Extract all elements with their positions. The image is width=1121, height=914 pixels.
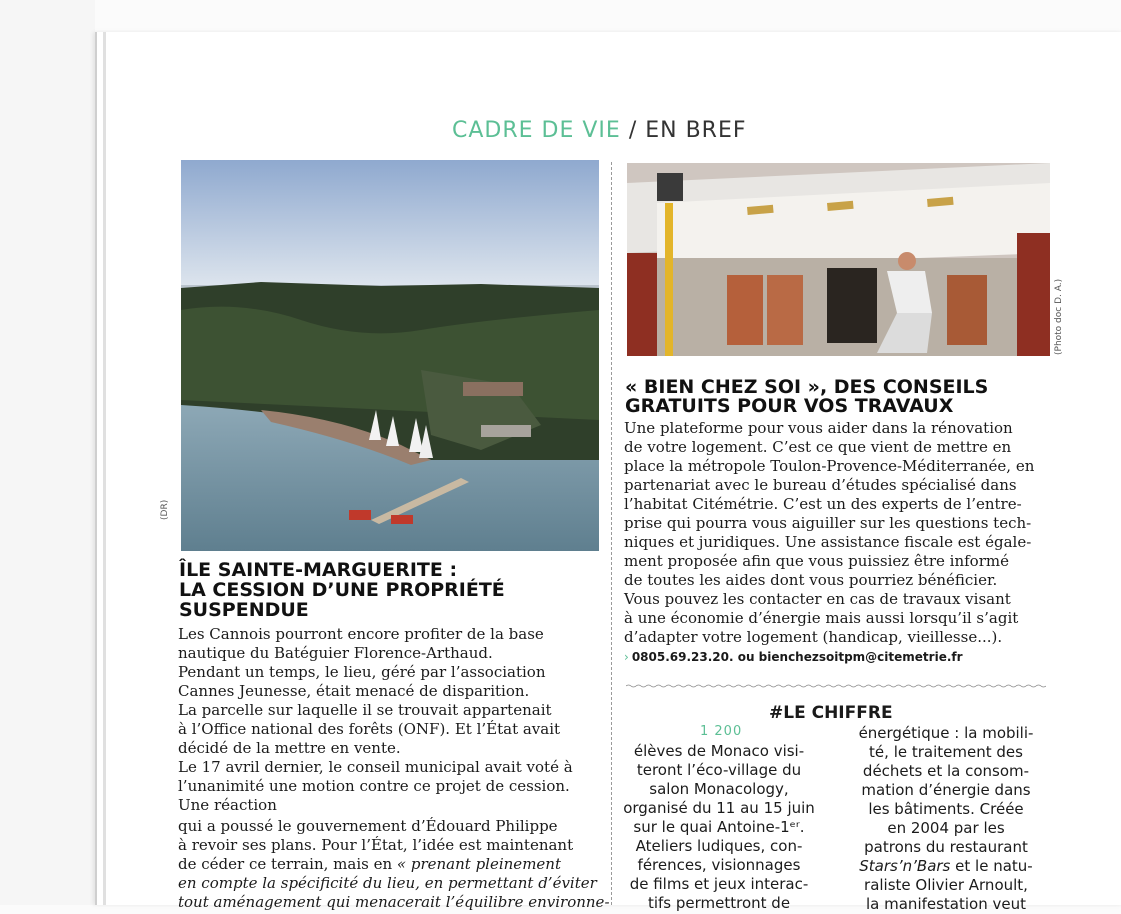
- right-body-line: de votre logement. C’est ce que vient de mettre en: [624, 438, 1012, 456]
- right-body-line: l’habitat Citémétrie. C’est un des experts de l’entre-: [624, 495, 1022, 513]
- arrow-icon: ›: [624, 650, 629, 664]
- right-body-line: niques et juridiques. Une assistance fiscale est égale-: [624, 533, 1032, 551]
- left-body-line: à revoir ses plans. Pour l’État, l’idée est maintenant: [178, 836, 574, 854]
- chiffre-number: 1 200: [700, 724, 743, 739]
- right-body-line: Une plateforme pour vous aider dans la rénovation: [624, 419, 1013, 437]
- section-separator: /: [628, 118, 638, 143]
- chiffre-col1-line: tifs permettront de: [647, 894, 791, 912]
- left-body-line: Le 17 avril dernier, le conseil municipal avait voté à: [178, 758, 573, 776]
- left-body-text: de céder ce terrain, mais en: [178, 855, 393, 873]
- chiffre-col2-line: les bâtiments. Créée: [868, 800, 1024, 818]
- chiffre-col1-line: sur le quai Antoine-1ᵉʳ.: [633, 818, 805, 836]
- chiffre-col1-line: de films et jeux interac-: [629, 875, 809, 893]
- right-body-line: partenariat avec le bureau d’études spécialisé dans: [624, 476, 1017, 494]
- right-body-line: prise qui pourra vous aiguiller sur les questions tech-: [624, 514, 1032, 532]
- chiffre-col2-line: té, le traitement des: [869, 743, 1023, 761]
- chiffre-col1-line: férences, visionnages: [637, 856, 801, 874]
- italic-text: tout aménagement qui menacerait l’équilibre environne-: [178, 893, 610, 911]
- left-body-line: décidé de la mettre en vente.: [178, 739, 401, 757]
- chiffre-col2-line: énergétique : la mobili-: [858, 724, 1034, 742]
- chiffre-text: et le natu-: [955, 857, 1033, 875]
- left-body-line-quote-start: [178, 855, 561, 874]
- left-headline-line-1: ÎLE SAINTE-MARGUERITE :: [179, 559, 458, 581]
- right-body-line: de toutes les aides dont vous pourriez bénéficier.: [624, 571, 998, 589]
- chiffre-title: #LE CHIFFRE: [769, 703, 893, 723]
- contact-info: [624, 650, 963, 664]
- chiffre-col2-line: patrons du restaurant: [864, 838, 1028, 856]
- chiffre-col1-line: salon Monacology,: [649, 780, 789, 798]
- restaurant-name: Stars’n’Bars: [859, 857, 951, 875]
- chiffre-col2-line: la manifestation veut: [866, 895, 1026, 913]
- chiffre-col2-line: raliste Olivier Arnoult,: [864, 876, 1028, 894]
- right-headline-line-2: GRATUITS POUR VOS TRAVAUX: [625, 395, 954, 417]
- italic-text: en compte la spécificité du lieu, en permettant d’éviter: [178, 874, 597, 892]
- chiffre-col1-line: teront l’éco-village du: [636, 761, 802, 779]
- right-body-line: ment proposée afin que vous puissiez être informé: [624, 552, 1009, 570]
- insulation-work-photo: [627, 163, 1050, 356]
- left-body-line: qui a poussé le gouvernement d’Édouard Philippe: [178, 817, 558, 835]
- photo-credit-right: (Photo doc D. A.): [1054, 278, 1064, 355]
- chiffre-col2-line: en 2004 par les: [887, 819, 1005, 837]
- section-name: CADRE DE VIE: [452, 118, 621, 143]
- chiffre-col2-line: mation d’énergie dans: [861, 781, 1031, 799]
- section-header: [452, 118, 747, 143]
- left-body-line: nautique du Batéguier Florence-Arthaud.: [178, 644, 493, 662]
- island-aerial-photo: [181, 160, 599, 551]
- wavy-divider: [626, 684, 1046, 688]
- left-body-line: Une réaction: [178, 796, 277, 814]
- right-headline-line-1: « BIEN CHEZ SOI », DES CONSEILS: [625, 376, 989, 398]
- right-body-line: Vous pouvez les contacter en cas de travaux visant: [624, 590, 1011, 608]
- chiffre-col2-line: déchets et la consom-: [862, 762, 1030, 780]
- right-body-line: place la métropole Toulon-Provence-Méditerranée, en: [624, 457, 1035, 475]
- right-body-line: à une économie d’énergie mais aussi lorsqu’il s’agit: [624, 609, 1019, 627]
- left-body-line: Cannes Jeunesse, était menacé de disparition.: [178, 682, 530, 700]
- left-body-line: l’unanimité une motion contre ce projet de cession.: [178, 777, 570, 795]
- chiffre-col1-line: élèves de Monaco visi-: [633, 742, 805, 760]
- left-body-line-italic: [178, 874, 597, 893]
- chiffre-col1-line: organisé du 11 au 15 juin: [623, 799, 815, 817]
- chiffre-col1-line: Ateliers ludiques, con-: [635, 837, 803, 855]
- left-body-line: Pendant un temps, le lieu, géré par l’association: [178, 663, 546, 681]
- scan-margin: [0, 0, 95, 905]
- left-body-line: Les Cannois pourront encore profiter de la base: [178, 625, 544, 643]
- left-body-line: La parcelle sur laquelle il se trouvait appartenait: [178, 701, 552, 719]
- left-body-line-italic: [178, 893, 610, 912]
- left-headline-line-2: LA CESSION D’UNE PROPRIÉTÉ: [179, 579, 505, 601]
- section-subname: EN BREF: [645, 118, 747, 143]
- column-divider: [611, 162, 612, 905]
- photo-credit-left: (DR): [160, 499, 170, 520]
- quote-start: « prenant pleinement: [396, 855, 561, 873]
- chiffre-col2-line-restaurant: [846, 857, 1046, 876]
- contact-text: 0805.69.23.20. ou bienchezsoitpm@citemetrie.fr: [631, 650, 963, 664]
- left-headline-line-3: SUSPENDUE: [179, 599, 309, 621]
- right-body-line: d’adapter votre logement (handicap, vieillesse...).: [624, 628, 1003, 646]
- left-body-line: à l’Office national des forêts (ONF). Et l’État avait: [178, 720, 561, 738]
